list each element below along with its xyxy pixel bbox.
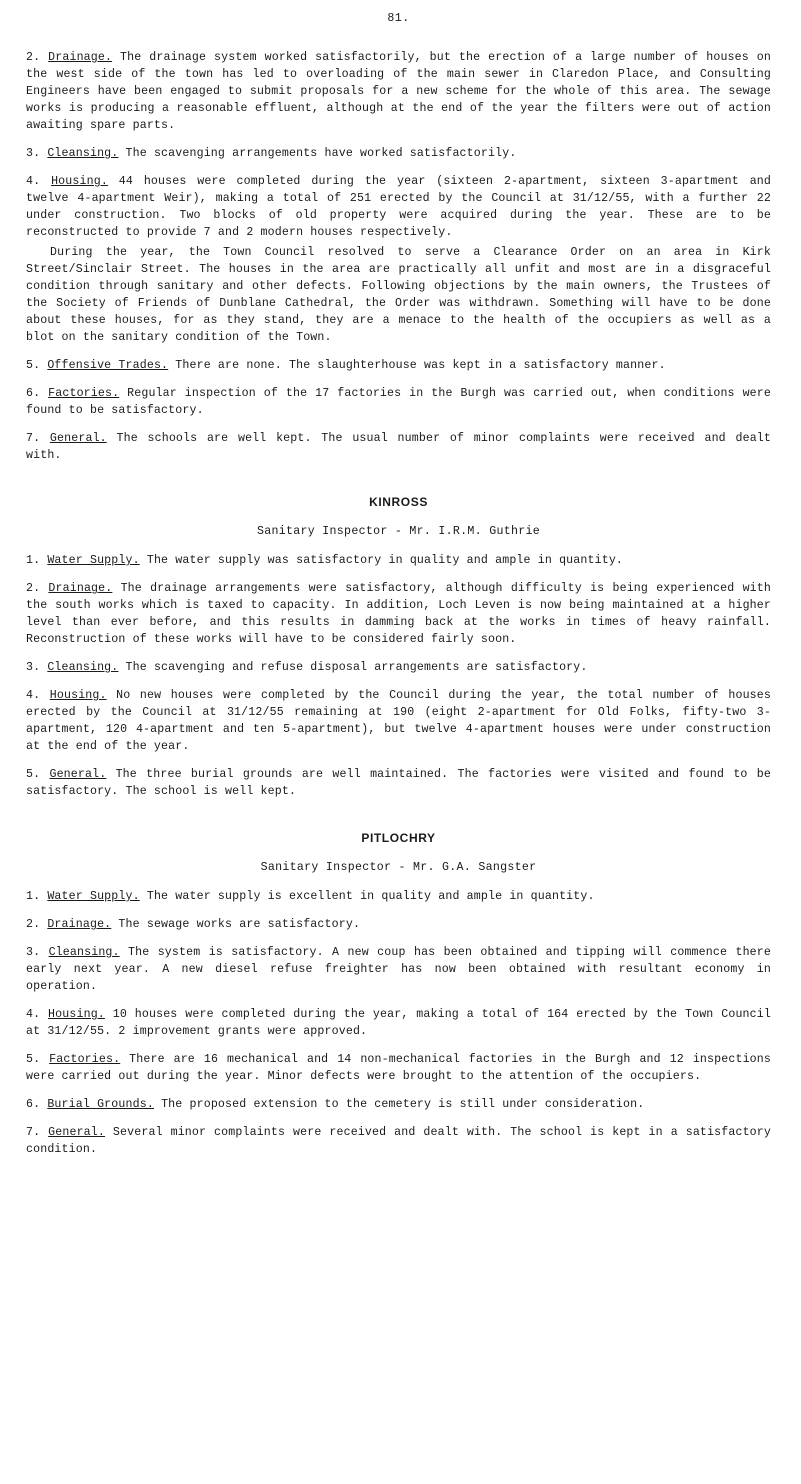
pitlochry-item-factories: 5. Factories. There are 16 mechanical and 14 non-mechanical factories in the Burgh and 12 inspections were carried out during the year. Minor defects were brought to the attention of the occupiers. (26, 1053, 772, 1083)
item-heading: Offensive Trades. (47, 359, 169, 372)
item-text: The system is satisfactory. A new coup has been obtained and tipping will commence there early next year. A new diesel refuse freighter has now been obtained with resultant economy in operation. (26, 946, 771, 993)
item-text: Several minor complaints were received and dealt with. The school is kept in a satisfactory condition. (26, 1126, 771, 1156)
item-text: The drainage system worked satisfactorily, but the erection of a large number of houses on the west side of the town has led to overloading of the main sewer in Claredon Place, and Consulting Engineers have been engaged to submit proposals for a new scheme for the whole of this area. The sewage works is producing a reasonable effluent, although at the end of the year the filters were out of action awaiting spare parts. (26, 51, 772, 132)
intro-item-factories: 6. Factories. Regular inspection of the 17 factories in the Burgh was carried out, when conditions were found to be satisfactory. (26, 387, 772, 417)
item-heading: Cleansing. (47, 661, 119, 674)
item-heading: Housing. (51, 175, 108, 188)
item-heading: Drainage. (48, 51, 113, 64)
pitlochry-item-cleansing: 3. Cleansing. The system is satisfactory. A new coup has been obtained and tipping will commence there early next year. A new diesel refuse freighter has now been obtained with resultant economy in operation. (26, 946, 771, 993)
item-text: No new houses were completed by the Council during the year, the total number of houses erected by the Council at 31/12/55 remaining at 190 (eight 2-apartment for Old Folks, fifty-two 3-apartment, 120 4-apartment and ten 5-apartment), but twelve 4-apartment houses were under construction at the end of the year. (26, 689, 772, 753)
item-heading: Factories. (49, 1053, 121, 1066)
item-text: There are 16 mechanical and 14 non-mechanical factories in the Burgh and 12 inspections were carried out during the year. Minor defects were brought to the attention of the occupiers. (26, 1053, 772, 1083)
item-heading: Drainage. (47, 918, 112, 931)
item-text: There are none. The slaughterhouse was kept in a satisfactory manner. (175, 359, 666, 372)
pitlochry-item-drainage: 2. Drainage. The sewage works are satisfactory. (26, 918, 361, 931)
item-heading: General. (49, 432, 107, 445)
item-heading: Water Supply. (47, 890, 140, 903)
pitlochry-item-water-supply: 1. Water Supply. The water supply is excellent in quality and ample in quantity. (26, 890, 595, 903)
pitlochry-section (26, 830, 771, 1158)
item-heading: General. (48, 1126, 105, 1139)
intro-item-housing: 4. Housing. 44 houses were completed during the year (sixteen 2-apartment, sixteen 3-apartment and twelve 4-apartment Weir), making a total of 251 erected by the Council at 31/12/55, with a further 22 under construction. Two blocks of old property were acquired during the year. These are to be reconstructed to provide 7 and 2 modern houses respectively. (26, 175, 772, 239)
item-text: The schools are well kept. The usual number of minor complaints were received and dealt with. (26, 432, 772, 462)
item-text: The water supply was satisfactory in quality and ample in quantity. (146, 554, 624, 567)
pitlochry-item-burial-grounds: 6. Burial Grounds. The proposed extension to the cemetery is still under consideration. (26, 1098, 645, 1111)
item-heading: Cleansing. (47, 147, 119, 160)
item-text: The scavenging arrangements have worked satisfactorily. (125, 147, 517, 160)
inspector-pitlochry: Sanitary Inspector - Mr. G.A. Sangster (260, 861, 537, 874)
item-text: The scavenging and refuse disposal arrangements are satisfactory. (125, 661, 588, 674)
pitlochry-item-housing: 4. Housing. 10 houses were completed during the year, making a total of 164 erected by the Town Council at 31/12/55. 2 improvement grants were approved. (26, 1008, 771, 1038)
item-text: The sewage works are satisfactory. (118, 918, 361, 931)
kinross-item-general: 5. General. The three burial grounds are well maintained. The factories were visited and found to be satisfactory. The school is well kept. (26, 768, 771, 798)
item-text: The water supply is excellent in quality and ample in quantity. (146, 890, 595, 903)
intro-item-cleansing: 3. Cleansing. The scavenging arrangements have worked satisfactorily. (26, 147, 517, 160)
item-text: The drainage arrangements were satisfactory, although difficulty is being experienced with the south works which is taxed to capacity. In addition, Loch Leven is now being maintained at a higher level than ever before, and this results in damming back at the works in times of heavy rainfall. Reconstruction of these works will have to be considered fairly soon. (26, 582, 771, 646)
intro-item-housing-continued (26, 244, 771, 346)
item-heading: Cleansing. (48, 946, 120, 959)
intro-item-offensive-trades: 5. Offensive Trades. There are none. The slaughterhouse was kept in a satisfactory manner. (26, 359, 666, 372)
item-heading: Housing. (48, 1008, 105, 1021)
intro-section (26, 49, 771, 464)
item-heading: General. (49, 768, 107, 781)
item-heading: Drainage. (48, 582, 113, 595)
item-text: During the year, the Town Council resolved to serve a Clearance Order on an area in Kirk Street/Sinclair Street. The houses in the area are practically all unfit and most are in a disgraceful condition through sanitary and other defects. Following objections by the main owners, the Trustees of the Society of Friends of Dunblane Cathedral, the Order was withdrawn. Something will have to be done about these houses, for as they stand, they are a menace to the health of the occupiers as well as a blot on the sanitary condition of the Town. (26, 246, 771, 344)
kinross-item-drainage: 2. Drainage. The drainage arrangements were satisfactory, although difficulty is being experienced with the south works which is taxed to capacity. In addition, Loch Leven is now being maintained at a higher level than ever before, and this results in damming back at the works in times of heavy rainfall. Reconstruction of these works will have to be considered fairly soon. (26, 582, 771, 646)
intro-item-general: 7. General. The schools are well kept. The usual number of minor complaints were received and dealt with. (26, 432, 772, 462)
item-text: The proposed extension to the cemetery is still under consideration. (161, 1098, 645, 1111)
item-text: 44 houses were completed during the year (sixteen 2-apartment, sixteen 3-apartment and twelve 4-apartment Weir), making a total of 251 erected by the Council at 31/12/55, with a further 22 under construction. Two blocks of old property were acquired during the year. These are to be reconstructed to provide 7 and 2 modern houses respectively. (26, 175, 772, 239)
page-number: 81. (387, 12, 410, 25)
item-heading: Housing. (49, 689, 107, 702)
pitlochry-item-general: 7. General. Several minor complaints were received and dealt with. The school is kept in a satisfactory condition. (26, 1126, 771, 1156)
kinross-item-housing: 4. Housing. No new houses were completed by the Council during the year, the total number of houses erected by the Council at 31/12/55 remaining at 190 (eight 2-apartment for Old Folks, fifty-two 3-apartment, 120 4-apartment and ten 5-apartment), but twelve 4-apartment houses were under construction at the end of the year. (26, 689, 772, 753)
inspector-kinross: Sanitary Inspector - Mr. I.R.M. Guthrie (256, 525, 541, 538)
kinross-section (26, 494, 771, 800)
item-text: Regular inspection of the 17 factories in the Burgh was carried out, when conditions were found to be satisfactory. (26, 387, 772, 417)
intro-item-drainage: 2. Drainage. The drainage system worked satisfactorily, but the erection of a large number of houses on the west side of the town has led to overloading of the main sewer in Claredon Place, and Consulting Engineers have been engaged to submit proposals for a new scheme for the whole of this area. The sewage works is producing a reasonable effluent, although at the end of the year the filters were out of action awaiting spare parts. (26, 51, 772, 132)
item-heading: Factories. (48, 387, 120, 400)
section-title-pitlochry: PITLOCHRY (361, 831, 436, 845)
item-text: The three burial grounds are well maintained. The factories were visited and found to be satisfactory. The school is well kept. (26, 768, 771, 798)
kinross-item-water-supply: 1. Water Supply. The water supply was satisfactory in quality and ample in quantity. (26, 554, 624, 567)
item-heading: Water Supply. (47, 554, 140, 567)
section-title-kinross: KINROSS (369, 495, 428, 509)
kinross-item-cleansing: 3. Cleansing. The scavenging and refuse disposal arrangements are satisfactory. (26, 661, 588, 674)
item-heading: Burial Grounds. (47, 1098, 154, 1111)
item-text: 10 houses were completed during the year, making a total of 164 erected by the Town Council at 31/12/55. 2 improvement grants were approved. (26, 1008, 771, 1038)
